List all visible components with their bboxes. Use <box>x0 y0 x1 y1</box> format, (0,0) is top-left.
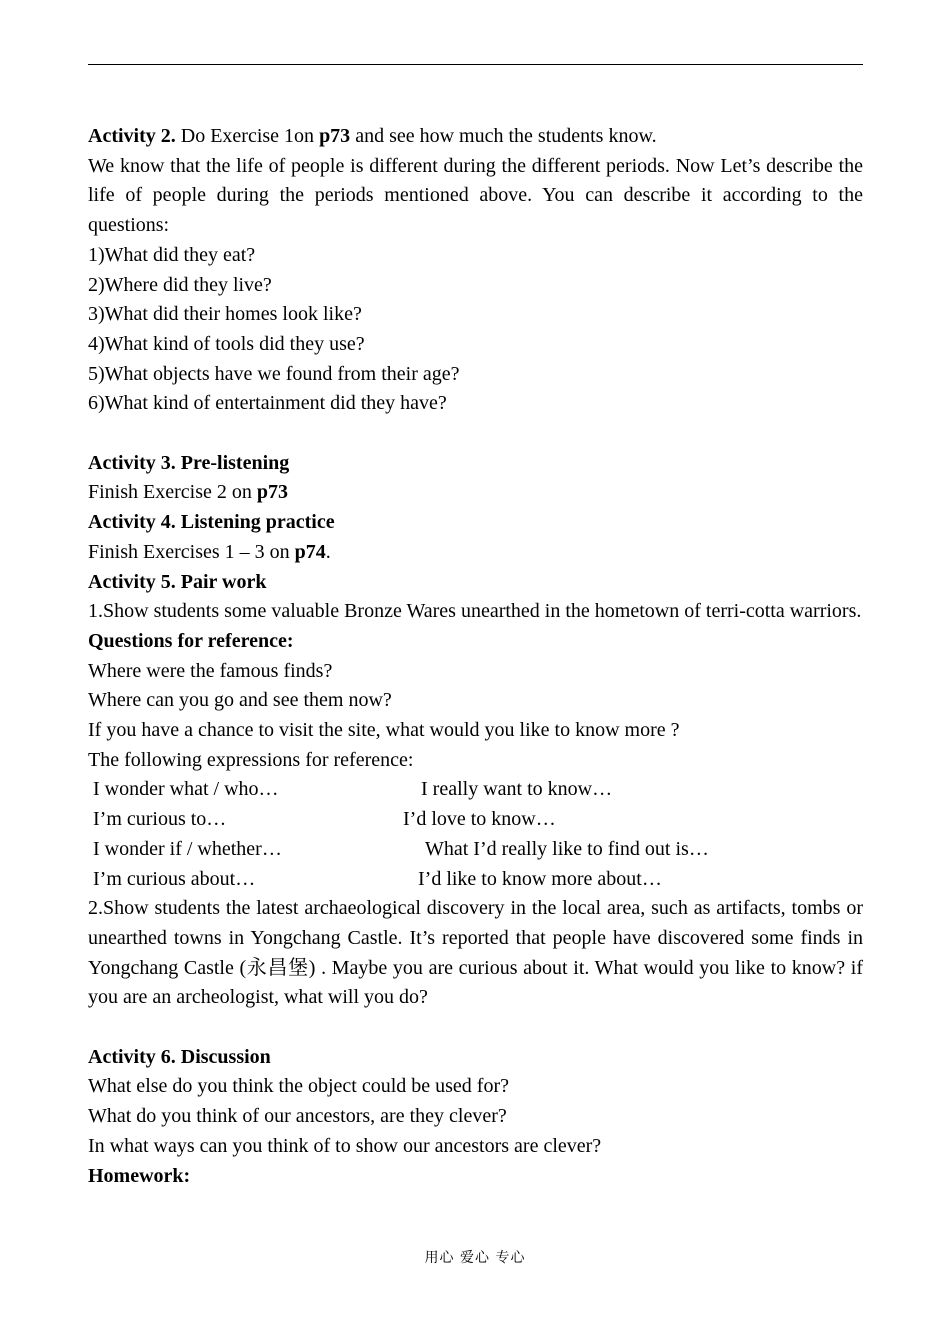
activity6-title: Activity 6. Discussion <box>88 1045 271 1068</box>
activity5-item1: 1.Show students some valuable Bronze Wares unearthed in the hometown of terri-cotta warriors. <box>88 600 862 623</box>
expression-left: I’m curious about… <box>93 867 256 890</box>
spacer <box>88 419 863 449</box>
activity4-ref: p74 <box>294 540 326 563</box>
activity4-title: Activity 4. Listening practice <box>88 511 335 534</box>
expression-row <box>88 805 863 835</box>
question-6: 6)What kind of entertainment did they have? <box>88 392 447 415</box>
activity2-text-a: Do Exercise 1on <box>175 125 320 147</box>
activity3-text <box>88 478 863 508</box>
reference-question-2: Where can you go and see them now? <box>88 689 392 712</box>
header-rule <box>88 64 863 65</box>
question-3: 3)What did their homes look like? <box>88 303 362 326</box>
question-1: 1)What did they eat? <box>88 243 256 266</box>
discussion-question-3: In what ways can you think of to show our ancestors are clever? <box>88 1134 602 1157</box>
expression-row <box>88 835 863 865</box>
reference-question-3: If you have a chance to visit the site, what would you like to know more ? <box>88 719 680 742</box>
expression-row <box>88 775 863 805</box>
question-5: 5)What objects have we found from their age? <box>88 362 460 385</box>
expression-right: I’d like to know more about… <box>418 867 662 890</box>
activity3-ref: p73 <box>256 481 288 504</box>
expressions-intro: The following expressions for reference: <box>88 748 414 771</box>
page-footer: 用心 爱心 专心 <box>424 1250 526 1266</box>
activity5-title: Activity 5. Pair work <box>88 570 267 593</box>
activity4-end: . <box>325 540 331 563</box>
expression-right: I really want to know… <box>421 778 613 801</box>
expression-right: What I’d really like to find out is… <box>425 837 709 860</box>
question-4: 4)What kind of tools did they use? <box>88 332 365 355</box>
expression-left: I wonder if / whether… <box>93 837 282 860</box>
question-2: 2)Where did they live? <box>88 273 272 296</box>
activity2-title: Activity 2. <box>88 125 176 147</box>
activity5-item2: 2.Show students the latest archaeological discovery in the local area, such as artifacts, tombs or unearthed towns in Yongchang Castle. It’s reported that people have discovered some finds in Yongchang Castle (永昌堡) . Maybe you are curious about it. What would you like to know? if you are an archeologist, what will you do? <box>88 897 863 1009</box>
activity2-intro: We know that the life of people is different during the different periods. Now Let’s describe the life of people during the periods mentioned above. You can describe it according to the questions: <box>88 154 863 237</box>
activity2-heading <box>88 122 863 152</box>
discussion-question-1: What else do you think the object could be used for? <box>88 1075 509 1098</box>
activity3-title: Activity 3. Pre-listening <box>88 451 290 474</box>
activity3-text-body: Finish Exercise 2 on <box>88 481 257 504</box>
reference-heading: Questions for reference: <box>88 629 294 652</box>
activity4-text <box>88 538 863 568</box>
homework-title: Homework: <box>88 1164 191 1187</box>
expression-left: I wonder what / who… <box>93 778 279 801</box>
activity2-ref: p73 <box>319 125 351 147</box>
expression-right: I’d love to know… <box>403 808 556 831</box>
expression-row <box>88 865 863 895</box>
expression-left: I’m curious to… <box>93 808 227 831</box>
activity2-text-b: and see how much the students know. <box>350 125 657 147</box>
discussion-question-2: What do you think of our ancestors, are they clever? <box>88 1105 507 1128</box>
spacer <box>88 1013 863 1043</box>
activity4-text-body: Finish Exercises 1 – 3 on <box>88 540 295 563</box>
reference-question-1: Where were the famous finds? <box>88 659 333 682</box>
document-body <box>88 122 863 1191</box>
